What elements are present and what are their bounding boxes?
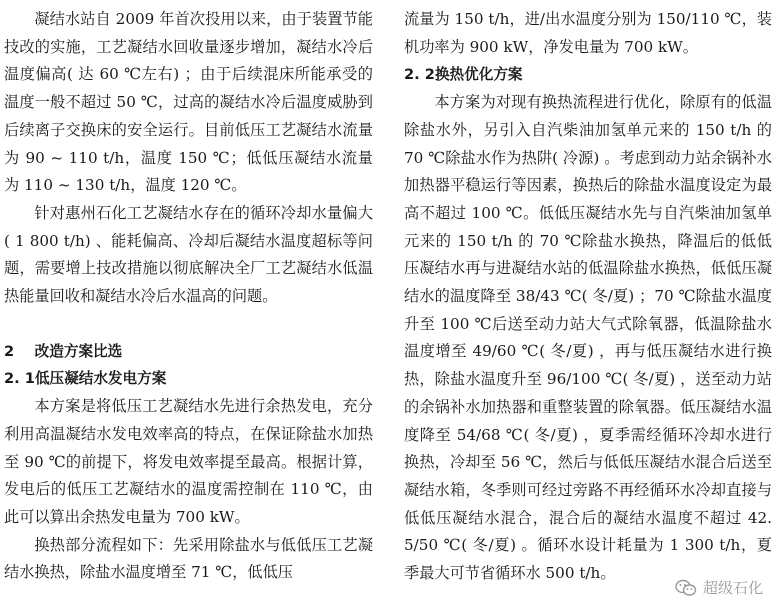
watermark-text: 超级石化	[702, 579, 763, 597]
section-title: 改造方案比选	[34, 342, 123, 360]
wechat-icon	[675, 579, 697, 597]
section-number: 2	[4, 342, 15, 360]
section-heading-2-2	[404, 61, 772, 89]
left-column	[4, 6, 373, 587]
paragraph-power-plan: 本方案是将低压工艺凝结水先进行余热发电，充分利用高温凝结水发电效率高的特点，在保证除盐水加热至 90 ℃的前提下，将发电效率提至最高。根据计算，发电后的低压工艺凝结水的温度需控制在 110 ℃，由此可以算出余热发电量为 700 kW。	[4, 397, 373, 526]
section-heading-2-1	[4, 365, 373, 393]
section-title: 低压凝结水发电方案	[34, 370, 167, 388]
section-number: 2. 1	[4, 370, 35, 388]
section-heading-2	[4, 338, 373, 366]
right-column	[404, 6, 772, 588]
section-number: 2. 2	[404, 66, 435, 84]
watermark	[671, 575, 767, 600]
paragraph-problems: 针对惠州石化工艺凝结水存在的循环冷却水量偏大( 1 800 t/h) 、能耗偏高、冷却后凝结水温度超标等问题，需要增上技改措施以彻底解决全厂工艺凝结水低温热能量回收和凝结水冷后水温高的问题。	[4, 203, 373, 306]
section-title: 换热优化方案	[434, 66, 523, 84]
paragraph-flow-continued: 流量为 150 t/h，进/出水温度分别为 150/110 ℃，装机功率为 900 kW，净发电量为 700 kW。	[404, 10, 772, 56]
paragraph-status: 凝结水站自 2009 年首次投用以来，由于装置节能技改的实施，工艺凝结水回收量逐步增加，凝结水冷后温度偏高( 达 60 ℃左右) ；由于后续混床所能承受的温度一般不超过 50 ℃，过高的凝结水冷后温度威胁到后续离子交换床的安全运行。目前低压工艺凝结水流量为 90 ~ 110 t/h，温度 150 ℃；低低压凝结水流量为 110 ~ 130 t/h，温度 120 ℃。	[4, 10, 373, 195]
paragraph-heat-exchange-flow: 换热部分流程如下：先采用除盐水与低低压工艺凝结水换热，除盐水温度增至 71 ℃，低低压	[4, 535, 373, 582]
paragraph-optimization-plan: 本方案为对现有换热流程进行优化，除原有的低温除盐水外，另引入自汽柴油加氢单元来的 150 t/h 的 70 ℃除盐水作为热阱( 冷源) 。考虑到动力站余锅补水加热器平稳运行等因素，换热后的除盐水温度设定为最高不超过 100 ℃。低低压凝结水先与自汽柴油加氢单元来的 150 t/h 的 70 ℃除盐水换热，降温后的低低压凝结水再与进凝结水站的低温除盐水换热，低低压凝结水的温度降至 38/43 ℃( 冬/夏) ；70 ℃除盐水温度升至 100 ℃后送至动力站大气式除氧器，低温除盐水温度增至 49/60 ℃( 冬/夏) ，再与低压凝结水进行换热，除盐水温度升至 96/100 ℃( 冬/夏) ，送至动力站的余锅补水加热器和重整装置的除氧器。低压凝结水温度降至 54/68 ℃( 冬/夏) ，夏季需经循环冷却水进行换热，冷却至 56 ℃，然后与低低压凝结水混合后送至凝结水箱，冬季则可经过旁路不再经循环水冷却直接与低低压凝结水混合，混合后的凝结水温度不超过 42. 5/50 ℃( 冬/夏) 。循环水设计耗量为 1 300 t/h，夏季最大可节省循环水 500 t/h。	[404, 93, 772, 583]
